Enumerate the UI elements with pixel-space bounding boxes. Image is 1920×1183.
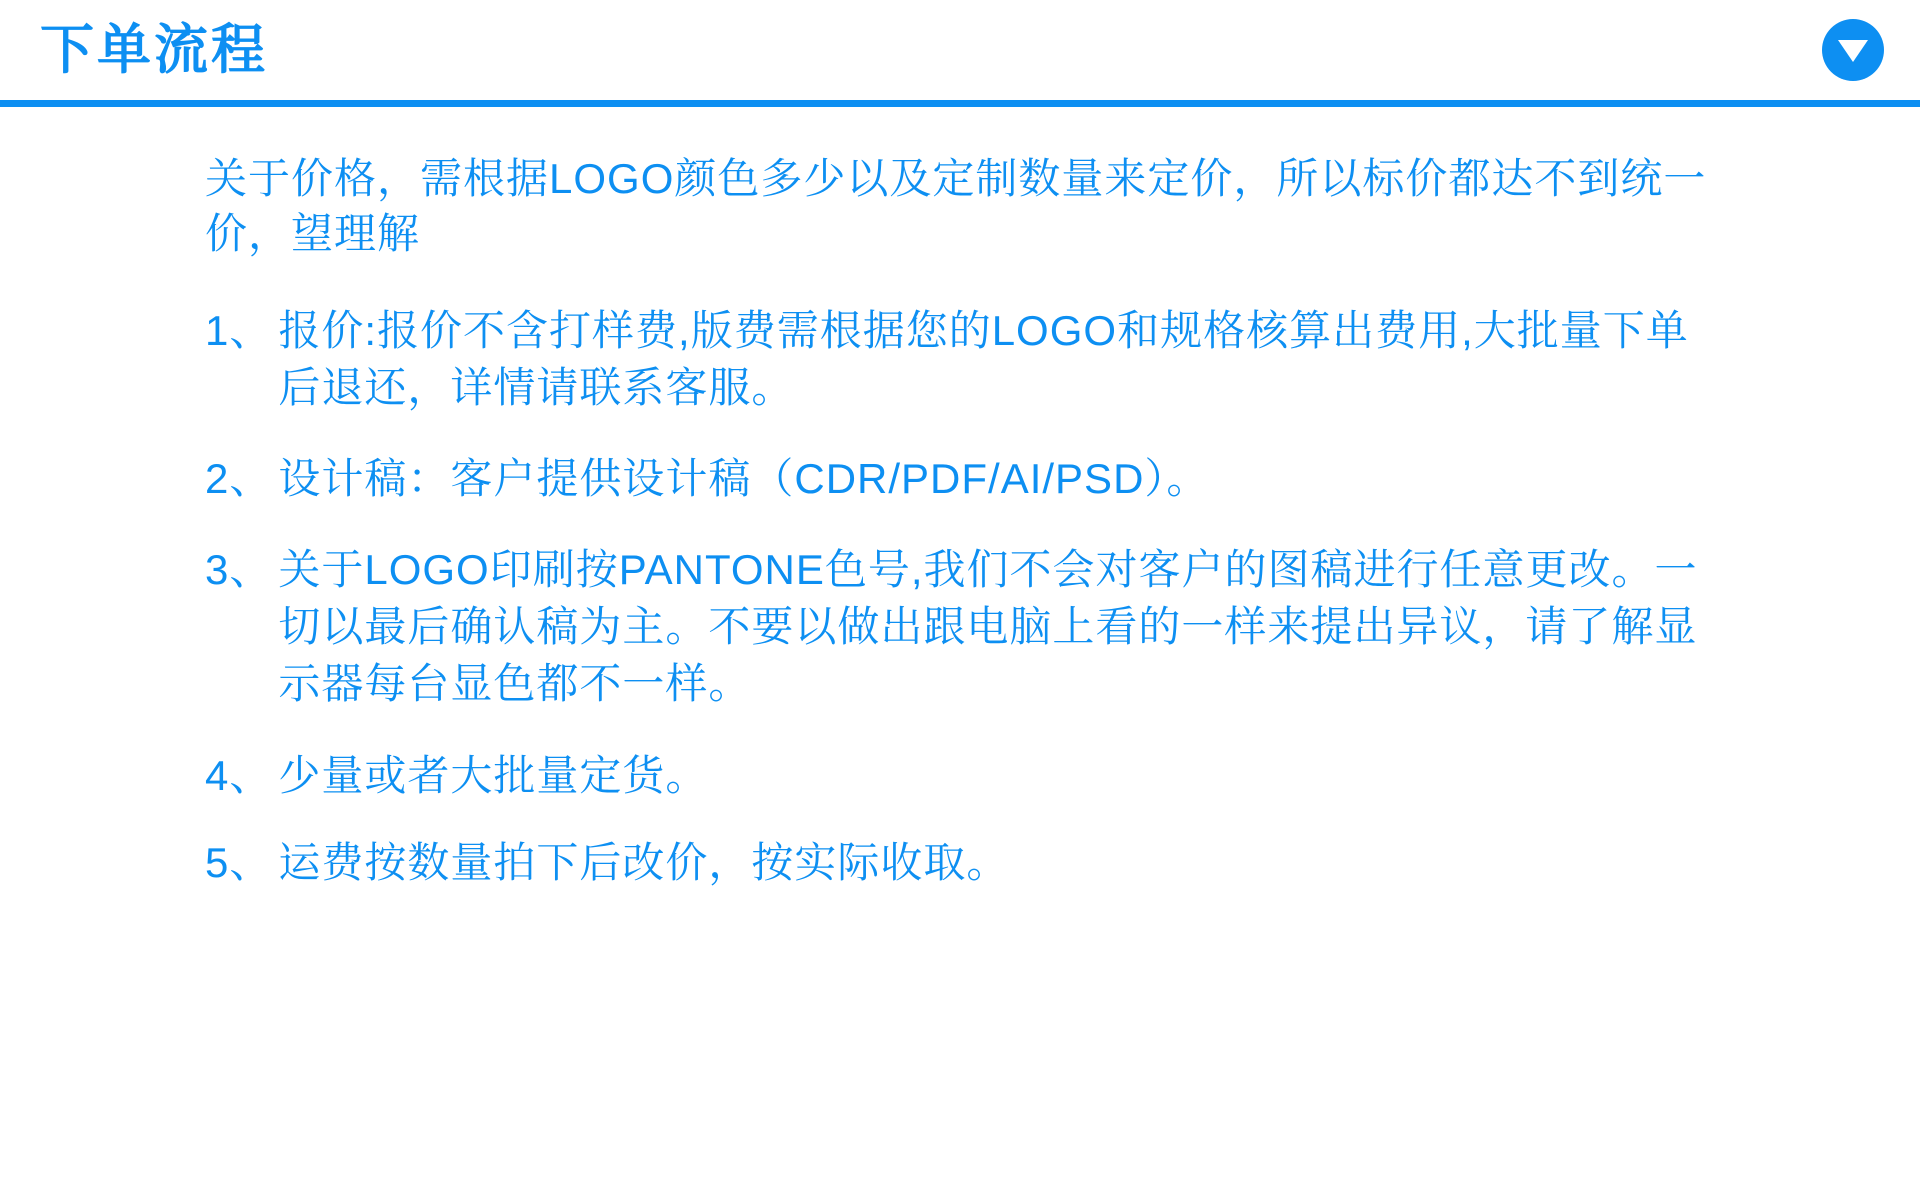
page-header xyxy=(0,0,1920,100)
triangle-down-icon xyxy=(1822,19,1884,81)
list-item-text: 关于LOGO印刷按PANTONE色号,我们不会对客户的图稿进行任意更改。一切以最后确认稿为主。不要以做出跟电脑上看的一样来提出异议，请了解显示器每台显色都不一样。 xyxy=(278,546,1698,708)
list-item xyxy=(205,541,1770,712)
content-body xyxy=(0,107,1920,891)
list-item-text: 运费按数量拍下后改价，按实际收取。 xyxy=(278,838,1010,886)
list-item xyxy=(205,747,1770,804)
list-item xyxy=(205,450,1770,507)
list-item xyxy=(205,302,1770,416)
list-item-number: 2、 xyxy=(205,455,273,503)
list-item-number: 3、 xyxy=(205,546,273,594)
list-item-number: 1、 xyxy=(205,306,273,354)
list-item-number: 5、 xyxy=(205,838,273,886)
page-title: 下单流程 xyxy=(40,20,268,80)
list-item-text: 报价:报价不含打样费,版费需根据您的LOGO和规格核算出费用,大批量下单后退还，详情请联系客服。 xyxy=(278,306,1689,411)
list-item xyxy=(205,834,1770,891)
list-item-text: 设计稿：客户提供设计稿（CDR/PDF/AI/PSD）。 xyxy=(278,455,1210,503)
list-item-number: 4、 xyxy=(205,751,273,799)
list-item-text: 少量或者大批量定货。 xyxy=(278,751,709,799)
price-notice-text: 关于价格，需根据LOGO颜色多少以及定制数量来定价，所以标价都达不到统一价，望理解 xyxy=(205,155,1707,258)
header-divider xyxy=(0,100,1920,107)
